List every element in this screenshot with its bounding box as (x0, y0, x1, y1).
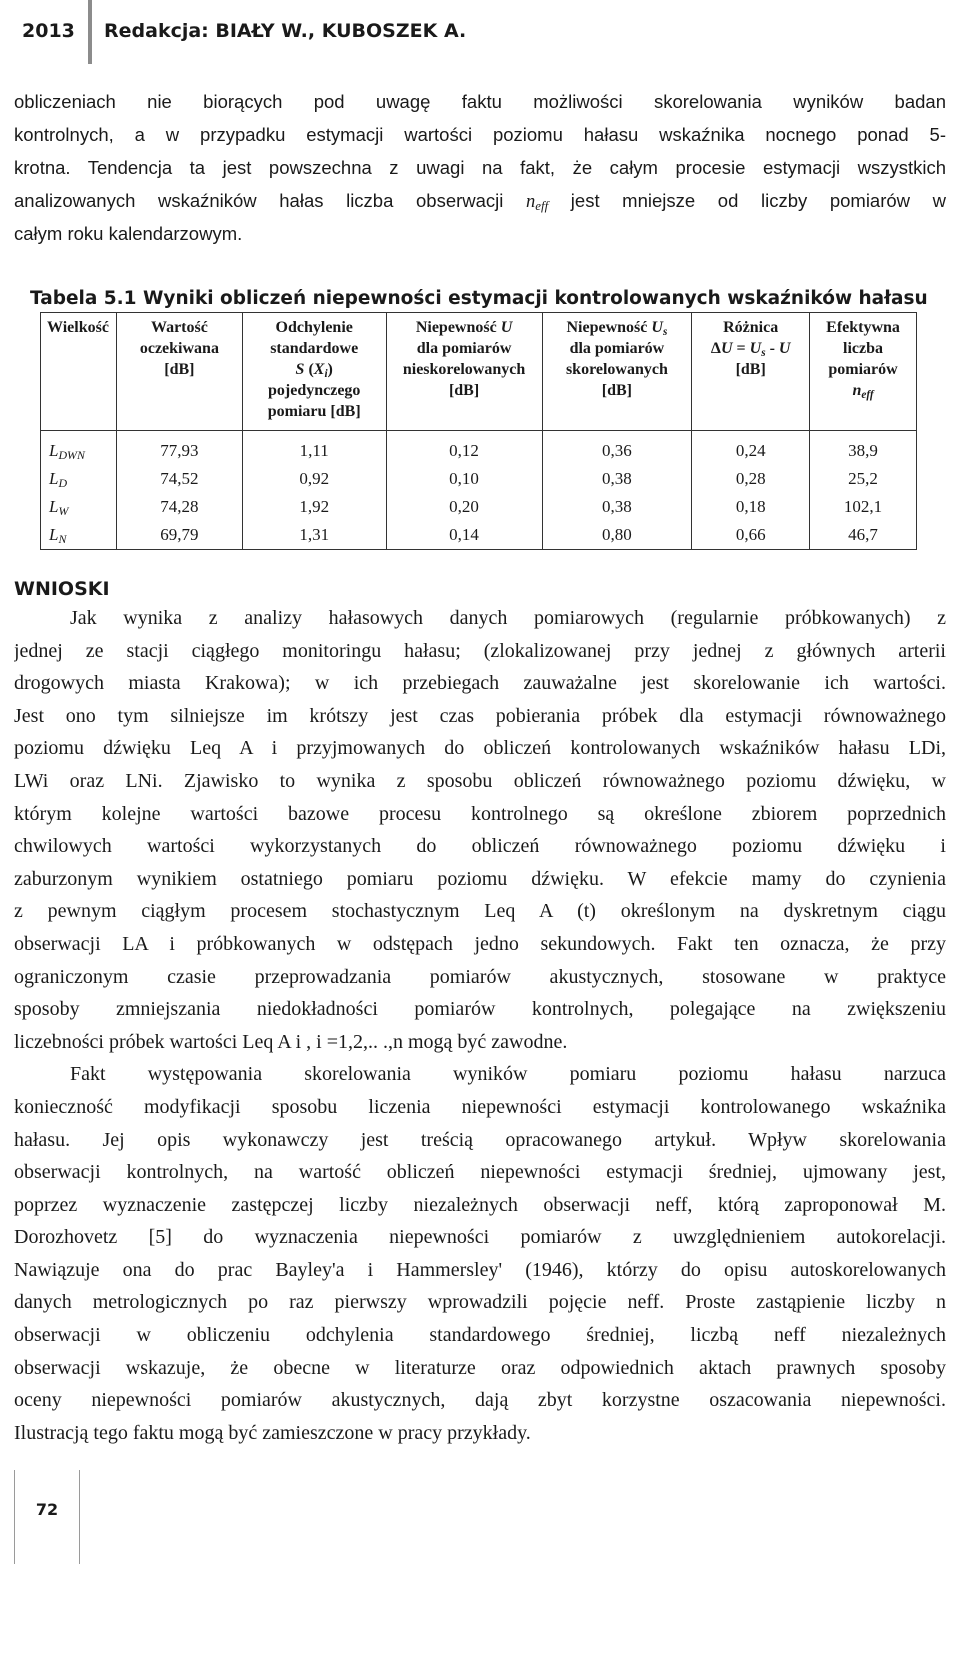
value-cell: 1,92 (242, 493, 386, 521)
value-cell: 1,31 (242, 521, 386, 550)
header-cell: Odchylenie standardowe S $(X_i)$ pojedynczego pomiaru [dB] (242, 313, 386, 431)
value-cell: 74,28 (116, 493, 242, 521)
value-cell: 25,2 (810, 465, 917, 493)
value-cell: 1,11 (242, 431, 386, 466)
value-cell: 46,7 (810, 521, 917, 550)
table-row (41, 465, 917, 493)
conclusion-line: danych metrologicznych po raz pierwszy wprowadzili pojęcie neff. Proste zastąpienie liczby n (14, 1291, 946, 1314)
value-cell: 0,28 (692, 465, 810, 493)
conclusion-line: Jest ono tym silniejsze im krótszy jest czas pobierania próbek dla estymacji równoważnego (14, 704, 946, 727)
value-cell: 0,20 (386, 493, 542, 521)
conclusion-line: poziomu dźwięku Leq A i przyjmowanych do obliczeń kontrolowanych wskaźników hałasu LDi, (14, 737, 946, 760)
header-cell: Wartość oczekiwana [dB] (116, 313, 242, 431)
conclusion-line: konieczność modyfikacji sposobu liczenia niepewności estymacji kontrolowanego wskaźnika (14, 1095, 946, 1118)
conclusion-line: Dorozhovetz [5] do wyznaczenia niepewności pomiarów z uwzględnieniem autokorelacji. (14, 1226, 946, 1249)
conclusion-line: Ilustracją tego faktu mogą być zamieszczone w pracy przykłady. (14, 1421, 531, 1444)
value-cell: 0,66 (692, 521, 810, 550)
conclusion-line: Fakt występowania skorelowania wyników pomiaru poziomu hałasu narzuca (70, 1063, 946, 1086)
value-cell: 77,93 (116, 431, 242, 466)
conclusion-line: hałasu. Jej opis wykonawczy jest treścią opracowanego artykuł. Wpływ skorelowania (14, 1128, 946, 1151)
value-cell: 0,38 (542, 493, 692, 521)
header-cell: Niepewność $U_s$ dla pomiarów skorelowanych [dB] (542, 313, 692, 431)
header-divider (88, 0, 92, 64)
variable-cell: $L_{DWN}$ (41, 431, 117, 466)
intro-line: obliczeniach nie biorących pod uwagę faktu możliwości skorelowania wyników badan (14, 91, 946, 112)
value-cell: 0,92 (242, 465, 386, 493)
intro-line: analizowanych wskaźników hałas liczba obserwacji $n_{eff}$ jest mniejsze od liczby pomiarów w (14, 190, 946, 214)
variable-cell: $L_D$ (41, 465, 117, 493)
table-row (41, 431, 917, 466)
intro-line: krotna. Tendencja ta jest powszechna z uwagi na fakt, że całym procesie estymacji wszystkich (14, 157, 946, 178)
value-cell: 0,24 (692, 431, 810, 466)
value-cell: 0,12 (386, 431, 542, 466)
header-year: 2013 (22, 20, 75, 42)
intro-paragraph (14, 85, 946, 250)
conclusions-text (14, 602, 946, 1449)
variable-cell: $L_N$ (41, 521, 117, 550)
conclusion-line: ograniczonym czasie przeprowadzania pomiarów akustycznych, stosowane w praktyce (14, 965, 946, 988)
table-row (41, 521, 917, 550)
conclusion-line: zaburzonym wynikiem ostatniego pomiaru poziomu dźwięku. W efekcie mamy do czynienia (14, 867, 946, 890)
header-cell: Efektywna liczba pomiarów $n_{eff}$ (810, 313, 917, 431)
value-cell: 0,80 (542, 521, 692, 550)
value-cell: 102,1 (810, 493, 917, 521)
value-cell: 69,79 (116, 521, 242, 550)
page-number: 72 (35, 1500, 59, 1519)
value-cell: 38,9 (810, 431, 917, 466)
page-number-box (14, 1470, 80, 1564)
header-cell: Wielkość (41, 313, 117, 431)
conclusion-line: poprzez wyznaczenie zastępczej liczby niezależnych obserwacji neff, którą zaproponował M. (14, 1193, 946, 1216)
conclusion-line: liczebności próbek wartości Leq A i , i =1,2,.. .,n mogą być zawodne. (14, 1030, 568, 1053)
conclusion-line: jednej ze stacji ciągłego monitoringu hałasu; (zlokalizowanej przy jednej z głównych arterii (14, 639, 946, 662)
intro-line: kontrolnych, a w przypadku estymacji wartości poziomu hałasu wskaźnika nocnego ponad 5- (14, 124, 946, 145)
variable-cell: $L_W$ (41, 493, 117, 521)
conclusion-line: obserwacji w obliczeniu odchylenia standardowego średniej, liczbą neff niezależnych (14, 1324, 946, 1347)
value-cell: 0,10 (386, 465, 542, 493)
table-header-row (41, 313, 917, 431)
conclusion-line: chwilowych wartości wykorzystanych do obliczeń równoważnego poziomu dźwięku i (14, 835, 946, 858)
conclusion-line: z pewnym ciągłym procesem stochastycznym Leq A (t) określonym na dyskretnym ciągu (14, 900, 946, 923)
running-header (0, 0, 960, 64)
conclusion-line: Jak wynika z analizy hałasowych danych pomiarowych (regularnie próbkowanych) z (70, 607, 946, 629)
conclusion-line: obserwacji LA i próbkowanych w odstępach jedno sekundowych. Fakt ten oznacza, że przy (14, 932, 946, 955)
conclusion-line: obserwacji wskazuje, że obecne w literaturze oraz odpowiednich aktach prawnych sposoby (14, 1356, 946, 1379)
intro-line: całym roku kalendarzowym. (14, 223, 243, 244)
header-cell: Różnica $\Delta U = U_s - U$ [dB] (692, 313, 810, 431)
header-cell: Niepewność U dla pomiarów nieskorelowanych [dB] (386, 313, 542, 431)
table-caption: Tabela 5.1 Wyniki obliczeń niepewności estymacji kontrolowanych wskaźników hałasu (30, 288, 928, 309)
table-row (41, 493, 917, 521)
conclusion-line: sposoby zmniejszania niedokładności pomiarów kontrolnych, polegające na zwiększeniu (14, 998, 946, 1021)
conclusion-line: obserwacji kontrolnych, na wartość obliczeń niepewności estymacji średniej, ujmowany jest, (14, 1161, 946, 1184)
value-cell: 74,52 (116, 465, 242, 493)
conclusion-line: którym kolejne wartości bazowe procesu kontrolnego są określone zbiorem poprzednich (14, 802, 946, 825)
value-cell: 0,38 (542, 465, 692, 493)
value-cell: 0,36 (542, 431, 692, 466)
header-title: Redakcja: BIAŁY W., KUBOSZEK A. (104, 20, 467, 42)
value-cell: 0,18 (692, 493, 810, 521)
value-cell: 0,14 (386, 521, 542, 550)
results-table (40, 312, 917, 550)
conclusion-line: LWi oraz LNi. Zjawisko to wynika z sposobu obliczeń równoważnego poziomu dźwięku, w (14, 769, 946, 792)
conclusion-line: oceny niepewności pomiarów akustycznych, dają zbyt korzystne oszacowania niepewności. (14, 1389, 946, 1412)
conclusion-line: Nawiązuje ona do prac Bayley'a i Hammersley' (1946), którzy do opisu autoskorelowanych (14, 1258, 946, 1281)
section-heading: WNIOSKI (14, 578, 110, 600)
conclusion-line: drogowych miasta Krakowa); w ich przebiegach zauważalne jest skorelowanie ich wartości. (14, 672, 946, 695)
